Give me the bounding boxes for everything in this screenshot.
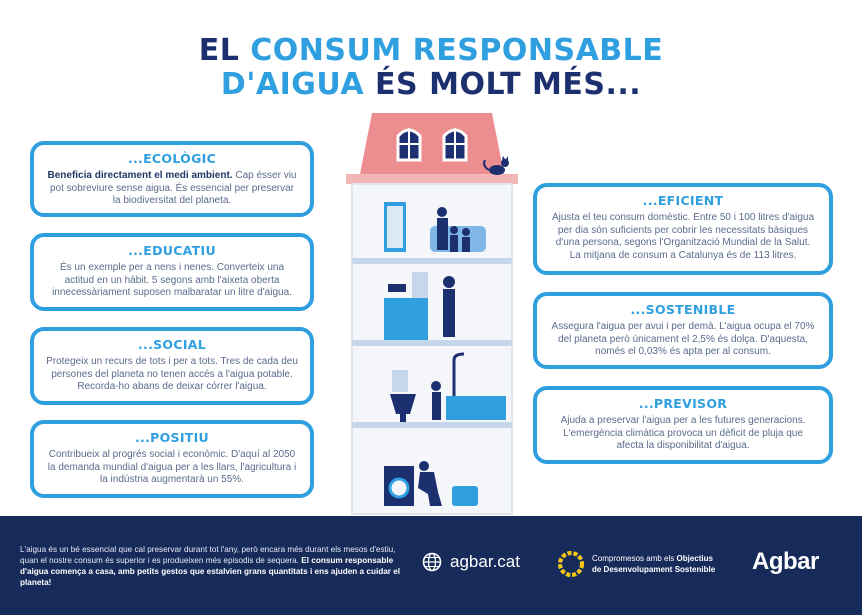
card-text: Ajusta el teu consum domèstic. Entre 50 i 100 litres d'aigua per dia són suficients per cobrir les necessitats bàsiques d'una persona, segons l'Organització Mundial de la Salut. La mitjana de consum a Catalunya és de 113 litres. [551,212,815,261]
sdg-wheel-icon [558,551,584,577]
footer-text-bold: El consum responsable d'aigua comença a casa, amb petits gestos que estalvien grans quantitats i ens ajuden a cuidar el planeta! [20,556,401,587]
page-title-line-1 [0,34,862,68]
card-eficient [533,183,833,275]
card-ecologic [30,141,314,217]
card-heading: ...POSITIU [134,430,209,445]
card-educatiu [30,233,314,311]
card-heading: ...SOSTENIBLE [630,302,736,317]
sdg-text-regular: Compromesos amb els [592,554,677,563]
sdg-text-bold-2: de Desenvolupament Sostenible [592,565,716,574]
card-heading: ...SOCIAL [137,337,207,352]
card-text-rest: Cap ésser viu pot sobreviure sense aigua. És essencial per preservar la biodiversitat del planeta. [49,170,297,206]
card-heading: ...PREVISOR [638,396,728,411]
title-highlight: D'AIGUA [220,67,376,102]
card-text-bold: Beneficia directament el medi ambient. [47,170,233,181]
sdg-text-bold: Objectius [676,554,713,563]
card-text: Ajuda a preservar l'aigua per a les futures generacions. L'emergència climàtica provoca un dèficit de pluja que afecta la disponibilitat d'aigua. [560,415,806,451]
card-text: Assegura l'aigua per avui i per demà. L'aigua ocupa el 70% del planeta però únicament el 2,5% és dolça. D'aquesta, només el 0,03% és apta per al consum. [551,321,815,357]
globe-icon [422,552,442,572]
card-social [30,327,314,405]
house-illustration [342,108,522,516]
card-sostenible [533,292,833,369]
page-title-line-2 [0,68,862,102]
card-heading: ...EFICIENT [642,193,724,208]
sdg-commitment [558,551,715,577]
title-part: EL [198,33,251,68]
card-text: És un exemple per a nens i nenes. Converteix una actitud en un hàbit. 5 segons amb l'aixeta oberta innecessàriament suposen malbaratar un litre d'aigua. [52,262,292,298]
sdg-text [592,553,715,575]
card-heading: ...EDUCATIU [128,243,216,258]
title-part: ÉS MOLT MÉS... [375,67,642,102]
footer-text-regular: L'aigua és un bé essencial que cal preservar durant tot l'any, però encara més durant els mesos d'estiu, quan el nostre consum és superior i es produeixen més episodis de sequera. [20,545,396,565]
card-text: Contribueix al progrés social i econòmic. D'aquí al 2050 la demanda mundial d'aigua per a les llars, l'agricultura i la indústria augmentarà un 55%. [47,449,297,485]
card-text: Protegeix un recurs de tots i per a tots. Tres de cada deu persones del planeta no tenen accés a l'aigua potable. Recorda-ho abans de deixar córrer l'aigua. [46,356,298,392]
agbar-logo: Agbar [752,548,819,575]
card-text [46,170,298,208]
card-heading: ...ECOLÒGIC [127,151,217,166]
card-previsor [533,386,833,464]
title-highlight: CONSUM RESPONSABLE [250,33,664,68]
card-positiu [30,420,314,498]
footer-text [20,544,402,588]
website-link[interactable] [422,552,520,572]
website-label: agbar.cat [450,552,520,571]
